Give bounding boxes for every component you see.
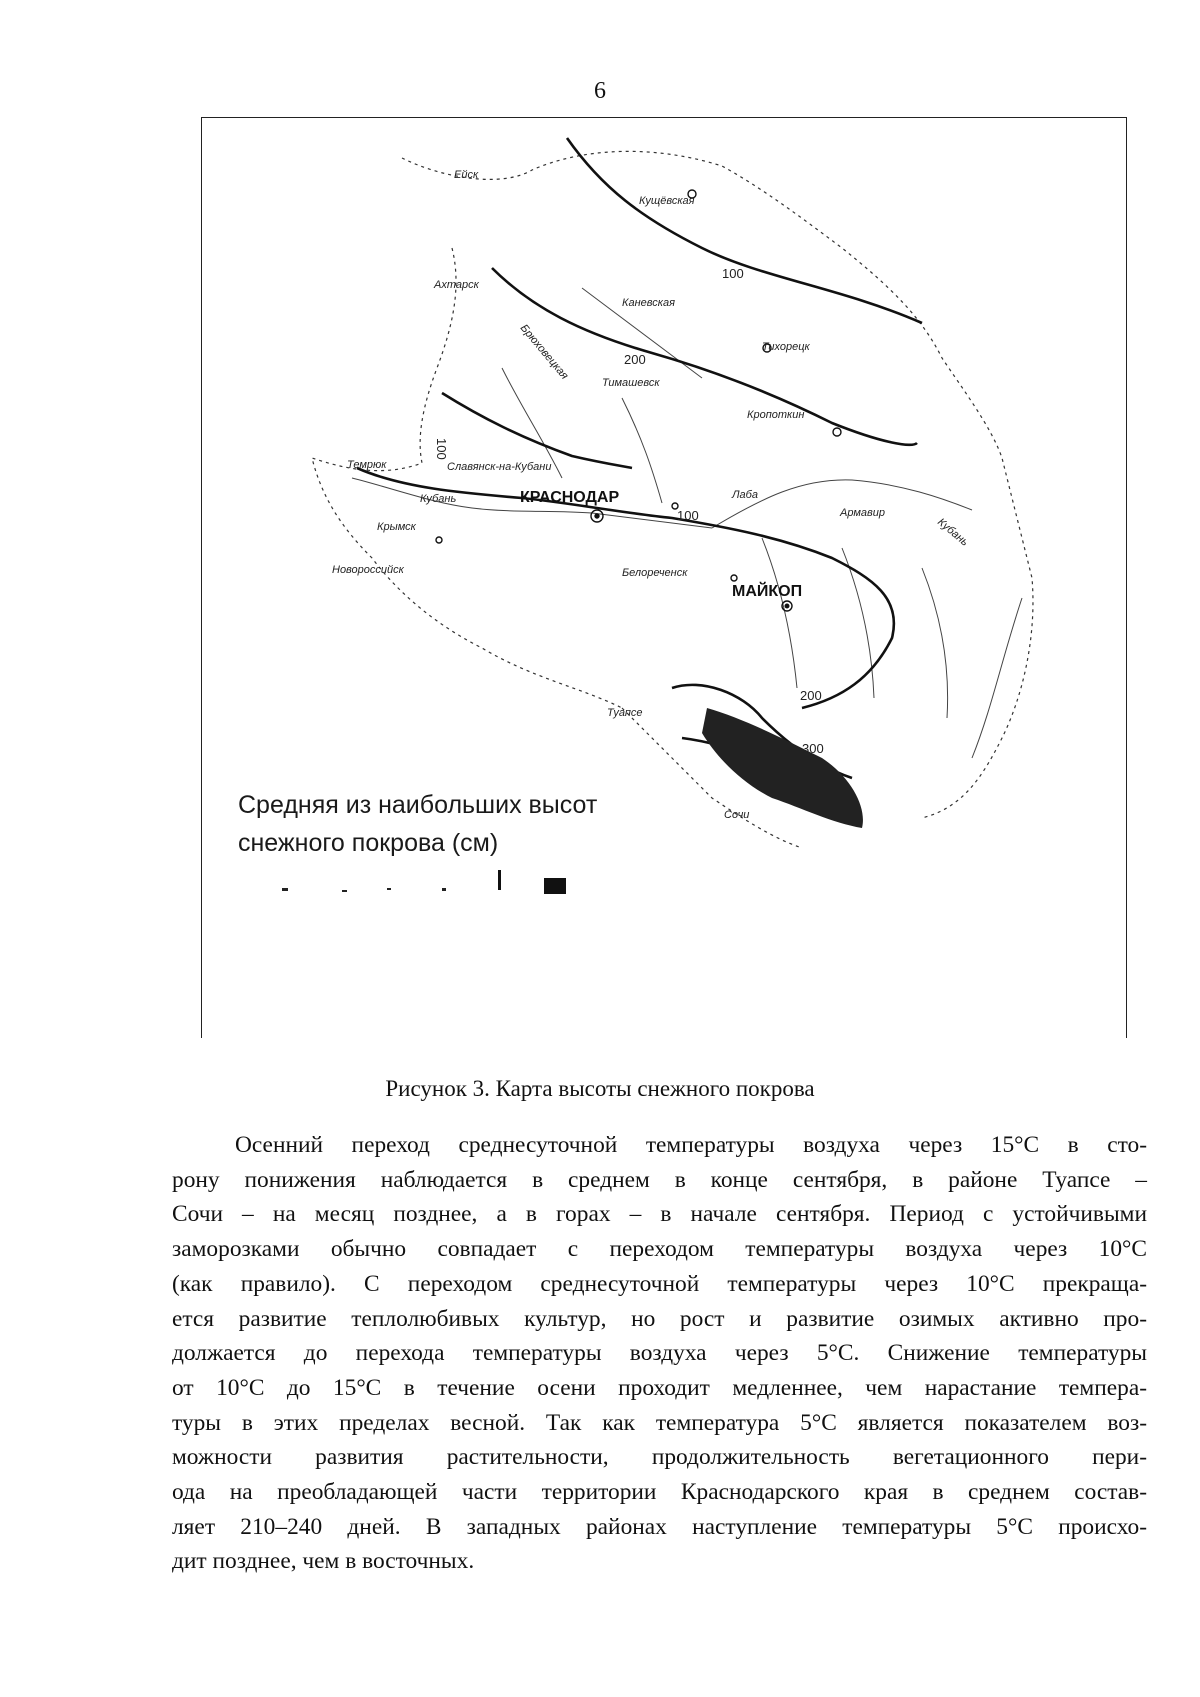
- city-label-tikhoretsk: Тихорецк: [762, 341, 810, 353]
- scan-specks: [282, 870, 566, 894]
- city-label-timashevsk: Тимашевск: [602, 377, 660, 389]
- city-label-kanevskaya: Каневская: [622, 297, 675, 309]
- city-label-krasnodar: КРАСНОДАР: [520, 489, 620, 506]
- body-line: можности развития растительности, продолжительность вегетационного пери-: [172, 1444, 1147, 1471]
- city-label-kushchevskaya: Кущёвская: [639, 195, 695, 207]
- isoline-label-100-north: 100: [722, 266, 744, 281]
- isoline-label-100-south: 100: [677, 508, 699, 523]
- river-label-kuban-west: Кубань: [420, 493, 457, 505]
- city-label-kropotkin: Кропоткин: [747, 409, 805, 421]
- city-label-krymsk: Крымск: [377, 521, 416, 533]
- snow-cover-map: [202, 118, 1126, 1038]
- city-markers: [436, 190, 841, 611]
- rivers: [352, 288, 1022, 758]
- city-label-bryukhovetskaya: Брюховецкая: [517, 322, 571, 382]
- city-label-sochi: Сочи: [724, 809, 750, 821]
- body-line: рону понижения наблюдается в среднем в конце сентября, в районе Туапсе –: [172, 1166, 1147, 1193]
- body-line: ода на преобладающей части территории Краснодарского края в среднем состав-: [172, 1479, 1147, 1506]
- map-legend-line-2: снежного покрова (см): [238, 829, 499, 857]
- body-line: Сочи – на месяц позднее, а в горах – в начале сентября. Период с устойчивыми: [172, 1201, 1147, 1228]
- body-line: от 10°С до 15°С в течение осени проходит медленнее, чем нарастание темпера-: [172, 1374, 1147, 1401]
- city-label-labinsk: Лаба: [732, 489, 758, 501]
- city-label-eisk: Ейск: [454, 169, 479, 181]
- figure-caption: Рисунок 3. Карта высоты снежного покрова: [385, 1076, 815, 1101]
- page-number: 6: [594, 78, 606, 104]
- body-line: туры в этих пределах весной. Так как температура 5°С является показателем воз-: [172, 1409, 1147, 1436]
- body-line: дит позднее, чем в восточных.: [172, 1548, 475, 1575]
- body-paragraph: [172, 1128, 1147, 1579]
- body-line: Осенний переход среднесуточной температуры воздуха через 15°С в сто-: [235, 1132, 1147, 1158]
- city-label-akhtarsk: Ахтарск: [434, 279, 479, 291]
- map-legend: [238, 786, 658, 862]
- body-line: должается до перехода температуры воздуха через 5°С. Снижение температуры: [172, 1340, 1147, 1367]
- river-label-kuban-east: Кубань: [935, 516, 971, 549]
- body-line: ется развитие теплолюбивых культур, но рост и развитие озимых активно про-: [172, 1305, 1147, 1332]
- figure-frame: [201, 117, 1127, 1038]
- body-line: (как правило). С переходом среднесуточной температуры через 10°С прекраща-: [172, 1270, 1147, 1297]
- city-label-belorechensk: Белореченск: [622, 567, 688, 579]
- body-line: заморозками обычно совпадает с переходом температуры воздуха через 10°С: [172, 1236, 1147, 1263]
- isoline-label-200-south: 200: [800, 688, 822, 703]
- map-legend-line-1: Средняя из наибольших высот: [238, 791, 598, 819]
- isoline-label-100-west: 100: [434, 438, 449, 460]
- isoline-label-300-south: 300: [802, 741, 824, 756]
- city-label-novorossiysk: Новороссийск: [332, 564, 404, 576]
- city-label-armavir: Армавир: [840, 507, 885, 519]
- body-line: ляет 210–240 дней. В западных районах наступление температуры 5°С происхо-: [172, 1513, 1147, 1540]
- isoline-label-200-center: 200: [624, 352, 646, 367]
- city-label-tuapse: Туапсе: [607, 707, 643, 719]
- city-label-slavyansk: Славянск-на-Кубани: [447, 461, 552, 473]
- city-label-maykop: МАЙКОП: [732, 583, 803, 600]
- city-label-temryuk: Темрюк: [347, 459, 387, 471]
